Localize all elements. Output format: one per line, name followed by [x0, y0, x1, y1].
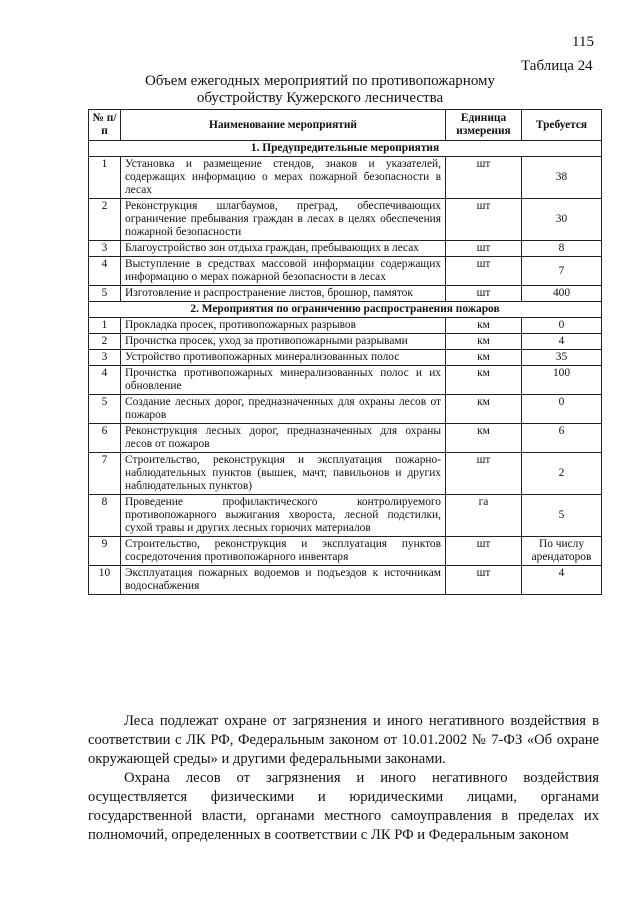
- header-name: Наименование мероприятий: [121, 110, 446, 141]
- table-row: [89, 424, 602, 453]
- table-header-row: [89, 110, 602, 141]
- row-unit: км: [446, 366, 522, 395]
- row-unit: шт: [446, 286, 522, 302]
- row-unit: шт: [446, 241, 522, 257]
- row-num: 1: [89, 318, 121, 334]
- row-num: 10: [89, 566, 121, 595]
- table-row: [89, 566, 602, 595]
- row-name: Строительство, реконструкция и эксплуатация пожарно-наблюдательных пунктов (вышек, мачт, павильонов и других наблюдательных пунктов): [121, 453, 446, 495]
- row-unit: шт: [446, 157, 522, 199]
- row-required: 100: [522, 366, 602, 395]
- row-num: 7: [89, 453, 121, 495]
- title-line-2: обустройству Кужерского лесничества: [196, 90, 444, 106]
- table-row: [89, 318, 602, 334]
- header-unit: Единица измерения: [446, 110, 522, 141]
- table-row: [89, 453, 602, 495]
- row-required: 8: [522, 241, 602, 257]
- row-required: 7: [522, 257, 602, 286]
- body-paragraph-1: Леса подлежат охране от загрязнения и иного негативного воздействия в соответствии с ЛК РФ, Федеральным законом от 10.01.2002 № 7-ФЗ «Об охране окружающей среды» и другими федеральными законами.: [88, 713, 599, 767]
- table-row: [89, 495, 602, 537]
- table-row: [89, 157, 602, 199]
- row-required: 38: [522, 157, 602, 199]
- row-required: 0: [522, 395, 602, 424]
- row-unit: км: [446, 424, 522, 453]
- row-unit: км: [446, 350, 522, 366]
- row-num: 6: [89, 424, 121, 453]
- row-required: 4: [522, 566, 602, 595]
- body-paragraph-2: Охрана лесов от загрязнения и иного негативного воздействия осуществляется физическими и юридическими лицами, органами государственной власти, органами местного самоуправления в пределах их полномочий, определенных в соответствии с ЛК РФ и Федеральным законом: [88, 770, 599, 843]
- section-row: [89, 302, 602, 318]
- row-unit: км: [446, 318, 522, 334]
- page-number: 115: [572, 34, 594, 50]
- row-num: 8: [89, 495, 121, 537]
- row-required: 0: [522, 318, 602, 334]
- row-required: 2: [522, 453, 602, 495]
- table-row: [89, 350, 602, 366]
- row-name: Установка и размещение стендов, знаков и указателей, содержащих информацию о мерах пожарной безопасности в лесах: [121, 157, 446, 199]
- row-num: 3: [89, 350, 121, 366]
- row-unit: шт: [446, 566, 522, 595]
- table-row: [89, 241, 602, 257]
- header-num: № п/п: [89, 110, 121, 141]
- row-unit: га: [446, 495, 522, 537]
- row-name: Реконструкция шлагбаумов, преград, обеспечивающих ограничение пребывания граждан в лесах в целях обеспечения пожарной безопасности: [121, 199, 446, 241]
- row-unit: км: [446, 395, 522, 424]
- row-name: Реконструкция лесных дорог, предназначенных для охраны лесов от пожаров: [121, 424, 446, 453]
- title-line-1: Объем ежегодных мероприятий по противопожарному: [144, 73, 496, 89]
- row-name: Устройство противопожарных минерализованных полос: [121, 350, 446, 366]
- row-num: 2: [89, 199, 121, 241]
- row-required: 30: [522, 199, 602, 241]
- row-required: 5: [522, 495, 602, 537]
- table-row: [89, 537, 602, 566]
- row-num: 9: [89, 537, 121, 566]
- section-row: [89, 141, 602, 157]
- row-name: Изготовление и распространение листов, брошюр, памяток: [121, 286, 446, 302]
- activities-table: [88, 109, 602, 595]
- table-row: [89, 286, 602, 302]
- row-num: 4: [89, 257, 121, 286]
- row-unit: шт: [446, 453, 522, 495]
- row-num: 5: [89, 395, 121, 424]
- row-name: Эксплуатация пожарных водоемов и подъездов к источникам водоснабжения: [121, 566, 446, 595]
- row-num: 5: [89, 286, 121, 302]
- table-label: Таблица 24: [521, 58, 593, 74]
- row-name: Выступление в средствах массовой информации содержащих информацию о мерах пожарной безопасности в лесах: [121, 257, 446, 286]
- row-required: 4: [522, 334, 602, 350]
- section-title: 2. Мероприятия по ограничению распространения пожаров: [89, 302, 602, 318]
- row-required: 6: [522, 424, 602, 453]
- table-row: [89, 334, 602, 350]
- row-unit: шт: [446, 199, 522, 241]
- row-required: 400: [522, 286, 602, 302]
- row-num: 4: [89, 366, 121, 395]
- row-name: Создание лесных дорог, предназначенных для охраны лесов от пожаров: [121, 395, 446, 424]
- row-name: Проведение профилактического контролируемого противопожарного выжигания хвороста, лесной подстилки, сухой травы и других лесных горючих материалов: [121, 495, 446, 537]
- section-title: 1. Предупредительные мероприятия: [89, 141, 602, 157]
- row-unit: км: [446, 334, 522, 350]
- row-name: Прочистка просек, уход за противопожарными разрывами: [121, 334, 446, 350]
- row-unit: шт: [446, 257, 522, 286]
- table-row: [89, 366, 602, 395]
- row-num: 3: [89, 241, 121, 257]
- table-row: [89, 257, 602, 286]
- row-required: 35: [522, 350, 602, 366]
- row-name: Прочистка противопожарных минерализованных полос и их обновление: [121, 366, 446, 395]
- row-num: 2: [89, 334, 121, 350]
- row-required: По числу арендаторов: [522, 537, 602, 566]
- row-name: Благоустройство зон отдыха граждан, пребывающих в лесах: [121, 241, 446, 257]
- row-name: Прокладка просек, противопожарных разрывов: [121, 318, 446, 334]
- row-name: Строительство, реконструкция и эксплуатация пунктов сосредоточения противопожарного инвентаря: [121, 537, 446, 566]
- table-title: [100, 73, 540, 107]
- header-required: Требуется: [522, 110, 602, 141]
- row-num: 1: [89, 157, 121, 199]
- row-unit: шт: [446, 537, 522, 566]
- table-row: [89, 199, 602, 241]
- table-row: [89, 395, 602, 424]
